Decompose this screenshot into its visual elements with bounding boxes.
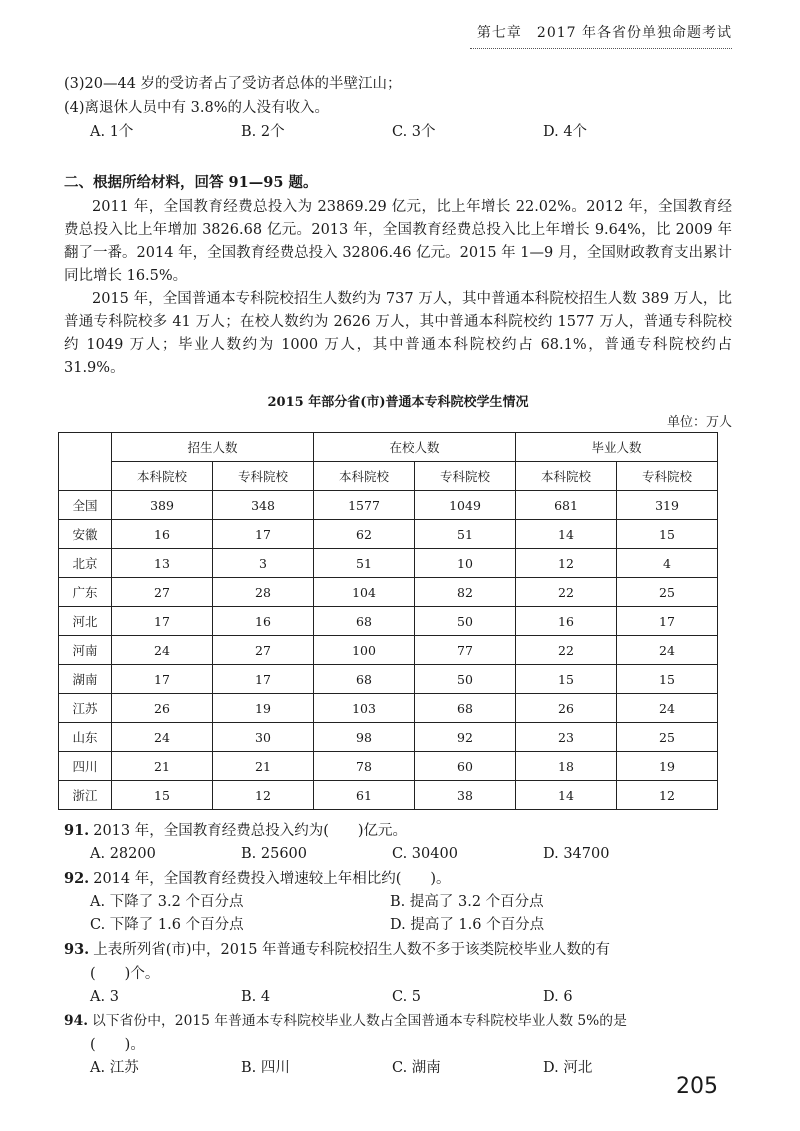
table-corner-cell <box>59 433 112 491</box>
table-cell: 19 <box>617 752 718 781</box>
option-a: A. 28200 <box>90 846 156 862</box>
table-cell: 17 <box>112 665 213 694</box>
subheader-cell: 本科院校 <box>516 462 617 491</box>
option-c: C. 湖南 <box>392 1060 441 1076</box>
table-body <box>59 491 718 810</box>
option-b: B. 4 <box>241 989 271 1005</box>
table-cell: 17 <box>213 665 314 694</box>
table-row <box>59 607 718 636</box>
table-cell: 24 <box>617 636 718 665</box>
row-region-label: 山东 <box>59 723 112 752</box>
table-cell: 17 <box>112 607 213 636</box>
table-cell: 1049 <box>415 491 516 520</box>
table-cell: 23 <box>516 723 617 752</box>
table-cell: 25 <box>617 723 718 752</box>
table-cell: 348 <box>213 491 314 520</box>
table-cell: 26 <box>516 694 617 723</box>
table-cell: 22 <box>516 636 617 665</box>
subheader-cell: 本科院校 <box>112 462 213 491</box>
option-d: D. 6 <box>543 989 573 1005</box>
option-b: B. 提高了 3.2 个百分点 <box>390 894 544 910</box>
subheader-cell: 专科院校 <box>415 462 516 491</box>
material-paragraph-1: 2011 年，全国教育经费总投入为 23869.29 亿元，比上年增长 22.02%。2012 年，全国教育经费总投入比上年增加 3826.68 亿元。2013 年，全国教育经费总投入比上年增长 9.64%，比 2009 年翻了一番。2014 年，全国教育经费总投入 32806.46 亿元。2015 年 1—9 月，全国财政教育支出累计同比增长 16.5%。 <box>64 199 732 284</box>
prev-item-3: (3)20—44 岁的受访者占了受访者总体的半壁江山； <box>64 76 402 92</box>
option-d: D. 提高了 1.6 个百分点 <box>390 917 545 933</box>
table-cell: 10 <box>415 549 516 578</box>
table-cell: 13 <box>112 549 213 578</box>
option-b: B. 2个 <box>241 124 285 140</box>
row-region-label: 河北 <box>59 607 112 636</box>
option-d: D. 河北 <box>543 1060 593 1076</box>
table-cell: 68 <box>415 694 516 723</box>
table-cell: 24 <box>112 636 213 665</box>
subheader-cell: 专科院校 <box>213 462 314 491</box>
question-number: 92. <box>64 870 90 887</box>
table-cell: 25 <box>617 578 718 607</box>
table-cell: 100 <box>314 636 415 665</box>
question-text: 上表所列省(市)中，2015 年普通专科院校招生人数不多于该类院校毕业人数的有 <box>93 942 611 958</box>
table-cell: 3 <box>213 549 314 578</box>
group-header-graduates: 毕业人数 <box>516 433 718 462</box>
question-94 <box>64 1010 732 1033</box>
table-cell: 60 <box>415 752 516 781</box>
table-cell: 12 <box>516 549 617 578</box>
row-region-label: 四川 <box>59 752 112 781</box>
question-93 <box>64 938 732 962</box>
table-cell: 17 <box>213 520 314 549</box>
table-cell: 21 <box>213 752 314 781</box>
table-cell: 15 <box>112 781 213 810</box>
row-region-label: 河南 <box>59 636 112 665</box>
table-cell: 12 <box>617 781 718 810</box>
table-row <box>59 694 718 723</box>
table-cell: 14 <box>516 781 617 810</box>
table-cell: 50 <box>415 665 516 694</box>
table-cell: 103 <box>314 694 415 723</box>
table-cell: 4 <box>617 549 718 578</box>
table-cell: 22 <box>516 578 617 607</box>
table-cell: 26 <box>112 694 213 723</box>
row-region-label: 安徽 <box>59 520 112 549</box>
table-row <box>59 578 718 607</box>
row-region-label: 湖南 <box>59 665 112 694</box>
prev-question-options <box>64 120 732 144</box>
row-region-label: 广东 <box>59 578 112 607</box>
question-number: 91. <box>64 822 90 839</box>
material-paragraph-2: 2015 年，全国普通本专科院校招生人数约为 737 万人，其中普通本科院校招生人数 389 万人，比普通专科院校多 41 万人；在校人数约为 2626 万人，其中普通本科院校约 1577 万人，普通专科院校约 1049 万人；毕业人数约为 1000 万人，其中普通本科院校约占 68.1%，普通专科院校约占 31.9%。 <box>64 291 732 376</box>
subheader-cell: 专科院校 <box>617 462 718 491</box>
question-text: 以下省份中，2015 年普通本专科院校毕业人数占全国普通本专科院校毕业人数 5%的是 <box>92 1013 627 1029</box>
option-d: D. 34700 <box>543 846 610 862</box>
question-92-options <box>64 891 732 937</box>
table-cell: 389 <box>112 491 213 520</box>
row-region-label: 北京 <box>59 549 112 578</box>
table-cell: 77 <box>415 636 516 665</box>
table-cell: 27 <box>213 636 314 665</box>
table-cell: 68 <box>314 607 415 636</box>
table-cell: 82 <box>415 578 516 607</box>
question-93-continuation: ( )个。 <box>90 966 160 982</box>
table-cell: 68 <box>314 665 415 694</box>
option-d: D. 4个 <box>543 124 588 140</box>
table-row <box>59 549 718 578</box>
question-92 <box>64 867 732 891</box>
option-b: B. 25600 <box>241 846 308 862</box>
table-cell: 15 <box>516 665 617 694</box>
table-cell: 18 <box>516 752 617 781</box>
section-title: 二、根据所给材料，回答 91—95 题。 <box>64 174 318 191</box>
option-c: C. 5 <box>392 989 422 1005</box>
table-row <box>59 636 718 665</box>
option-c: C. 30400 <box>392 846 458 862</box>
table-cell: 16 <box>213 607 314 636</box>
table-cell: 51 <box>314 549 415 578</box>
table-cell: 14 <box>516 520 617 549</box>
page-content <box>64 72 732 1080</box>
table-cell: 51 <box>415 520 516 549</box>
student-stats-table <box>58 432 718 810</box>
table-cell: 21 <box>112 752 213 781</box>
question-94-options <box>64 1057 732 1080</box>
table-cell: 38 <box>415 781 516 810</box>
table-cell: 12 <box>213 781 314 810</box>
option-c: C. 3个 <box>392 124 436 140</box>
table-cell: 16 <box>516 607 617 636</box>
group-header-enrollment: 招生人数 <box>112 433 314 462</box>
table-cell: 104 <box>314 578 415 607</box>
table-cell: 28 <box>213 578 314 607</box>
row-region-label: 全国 <box>59 491 112 520</box>
group-header-enrolled: 在校人数 <box>314 433 516 462</box>
option-a: A. 1个 <box>90 124 134 140</box>
option-a: A. 江苏 <box>90 1060 139 1076</box>
header-rule <box>470 48 732 49</box>
row-region-label: 浙江 <box>59 781 112 810</box>
table-cell: 50 <box>415 607 516 636</box>
option-b: B. 四川 <box>241 1060 290 1076</box>
option-a: A. 下降了 3.2 个百分点 <box>90 894 244 910</box>
table-cell: 1577 <box>314 491 415 520</box>
table-cell: 78 <box>314 752 415 781</box>
option-a: A. 3 <box>90 989 119 1005</box>
table-cell: 319 <box>617 491 718 520</box>
table-cell: 98 <box>314 723 415 752</box>
table-cell: 15 <box>617 520 718 549</box>
table-row <box>59 781 718 810</box>
page-number: 205 <box>676 1074 718 1099</box>
table-row <box>59 520 718 549</box>
table-cell: 19 <box>213 694 314 723</box>
table-cell: 24 <box>617 694 718 723</box>
prev-item-4: (4)离退休人员中有 3.8%的人没有收入。 <box>64 100 329 116</box>
table-unit: 单位：万人 <box>666 415 732 430</box>
question-text: 2014 年，全国教育经费投入增速较上年相比约( )。 <box>93 871 451 887</box>
question-number: 94. <box>64 1013 89 1029</box>
table-cell: 17 <box>617 607 718 636</box>
table-cell: 27 <box>112 578 213 607</box>
option-c: C. 下降了 1.6 个百分点 <box>90 917 244 933</box>
table-row <box>59 491 718 520</box>
question-93-options <box>64 986 732 1009</box>
question-91 <box>64 819 732 843</box>
question-91-options <box>64 843 732 866</box>
table-cell: 24 <box>112 723 213 752</box>
row-region-label: 江苏 <box>59 694 112 723</box>
table-row <box>59 752 718 781</box>
table-cell: 61 <box>314 781 415 810</box>
question-94-continuation: ( )。 <box>90 1037 145 1053</box>
table-title: 2015 年部分省(市)普通本专科院校学生情况 <box>267 395 529 410</box>
table-cell: 92 <box>415 723 516 752</box>
table-cell: 681 <box>516 491 617 520</box>
subheader-cell: 本科院校 <box>314 462 415 491</box>
table-cell: 15 <box>617 665 718 694</box>
table-cell: 16 <box>112 520 213 549</box>
running-header: 第七章 2017 年各省份单独命题考试 <box>476 25 732 41</box>
table-row <box>59 723 718 752</box>
table-row <box>59 665 718 694</box>
table-cell: 62 <box>314 520 415 549</box>
question-text: 2013 年，全国教育经费总投入约为( )亿元。 <box>93 823 408 839</box>
table-cell: 30 <box>213 723 314 752</box>
question-number: 93. <box>64 941 90 958</box>
